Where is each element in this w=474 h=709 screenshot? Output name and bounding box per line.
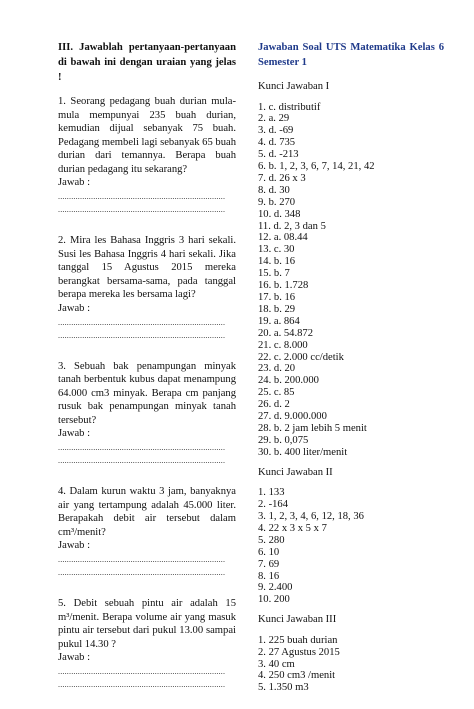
answer-item: 6. b. 1, 2, 3, 6, 7, 14, 21, 42 bbox=[258, 161, 375, 173]
question-text: 5. Debit sebuah pintu air adalah 15 m³/menit. Berapa volume air yang masuk pintu air tersebut dari pukul 13.00 sampai pukul 14.30 ? bbox=[58, 598, 236, 650]
question-text: 2. Mira les Bahasa Inggris 3 hari sekali. Susi les Bahasa Inggris 4 hari sekali. Jika tanggal 15 Agustus 2015 mereka berangkat bersama-sama, pada tanggal berapa mereka les bersama lagi? bbox=[58, 235, 236, 300]
question-3 bbox=[58, 360, 236, 468]
answer-item: 22. c. 2.000 cc/detik bbox=[258, 351, 344, 363]
answer-item: 17. b. 16 bbox=[258, 292, 296, 303]
answer-item: 5. d. -213 bbox=[258, 149, 299, 161]
answer-item: 26. d. 2 bbox=[258, 399, 290, 411]
answer-item: 27. d. 9.000.000 bbox=[258, 411, 327, 423]
answer-item: 7. d. 26 x 3 bbox=[258, 172, 306, 184]
answer-line: ............................................................................ bbox=[58, 205, 226, 214]
question-2 bbox=[58, 234, 236, 342]
question-4 bbox=[58, 485, 236, 579]
answer-key-2 bbox=[258, 466, 444, 607]
answer-key-3 bbox=[258, 613, 444, 694]
answer-label: Jawab : bbox=[58, 302, 91, 314]
answer-line: ............................................................................ bbox=[58, 555, 226, 564]
question-text: 3. Sebuah bak penampungan minyak tanah berbentuk kubus dapat menampung 64.000 cm3 minyak. Berapa cm panjang rusuk bak penampungan minyak tanah tersebut? bbox=[58, 360, 236, 426]
answer-line: ............................................................................ bbox=[58, 443, 226, 452]
question-5 bbox=[58, 597, 236, 691]
answer-item: 15. b. 7 bbox=[258, 268, 290, 280]
answer-key-column bbox=[258, 40, 444, 701]
answer-item: 19. a. 864 bbox=[258, 315, 300, 327]
answer-item: 9. 2.400 bbox=[258, 582, 293, 594]
answer-label: Jawab : bbox=[58, 652, 91, 663]
answer-key-label: Kunci Jawaban III bbox=[258, 614, 337, 626]
answer-item: 10. d. 348 bbox=[258, 208, 301, 220]
answer-item: 5. 280 bbox=[258, 534, 285, 546]
answer-item: 20. a. 54.872 bbox=[258, 327, 314, 339]
answer-item: 3. 1, 2, 3, 4, 6, 12, 18, 36 bbox=[258, 511, 364, 522]
answer-label: Jawab : bbox=[58, 428, 91, 439]
answer-item: 4. 22 x 3 x 5 x 7 bbox=[258, 522, 327, 534]
answer-item: 6. 10 bbox=[258, 546, 280, 558]
answer-key-1 bbox=[258, 80, 444, 459]
answer-item: 1. 225 buah durian bbox=[258, 634, 338, 646]
answer-line: ............................................................................ bbox=[58, 680, 226, 689]
section-heading: III. Jawablah pertanyaan-pertanyaan di bawah ini dengan uraian yang jelas ! bbox=[58, 42, 236, 83]
answer-item: 30. b. 400 liter/menit bbox=[258, 446, 348, 458]
questions-column bbox=[58, 40, 236, 709]
answer-item: 11. d. 2, 3 dan 5 bbox=[258, 220, 326, 232]
answer-item: 16. b. 1.728 bbox=[258, 280, 309, 292]
answer-item: 12. a. 08.44 bbox=[258, 232, 308, 244]
answer-list bbox=[258, 635, 444, 695]
answer-item: 25. c. 85 bbox=[258, 387, 295, 399]
answer-label: Jawab : bbox=[58, 177, 91, 188]
answer-list bbox=[258, 487, 444, 606]
answer-item: 8. d. 30 bbox=[258, 184, 290, 196]
answer-item: 23. d. 20 bbox=[258, 363, 296, 375]
answer-item: 3. 40 cm bbox=[258, 658, 295, 670]
answer-item: 2. -164 bbox=[258, 499, 289, 511]
answer-label: Jawab : bbox=[58, 540, 91, 551]
answer-item: 29. b. 0,075 bbox=[258, 434, 309, 446]
answer-item: 2. a. 29 bbox=[258, 113, 290, 125]
answer-line: ............................................................................ bbox=[58, 317, 226, 327]
answer-item: 28. b. 2 jam lebih 5 menit bbox=[258, 422, 367, 434]
answer-item: 8. 16 bbox=[258, 570, 280, 582]
answer-line: ............................................................................ bbox=[58, 568, 226, 577]
answer-key-label: Kunci Jawaban II bbox=[258, 466, 333, 478]
answer-item: 13. c. 30 bbox=[258, 244, 295, 256]
answer-item: 4. 250 cm3 /menit bbox=[258, 670, 336, 682]
answer-item: 3. d. -69 bbox=[258, 125, 294, 137]
answer-item: 5. 1.350 m3 bbox=[258, 682, 309, 694]
answer-line: ............................................................................ bbox=[58, 667, 226, 676]
question-text: 4. Dalam kurun waktu 3 jam, banyaknya air yang tertampung adalah 45.000 liter. Berapakah debit air tersebut dalam cm³/menit? bbox=[58, 486, 236, 538]
answer-key-label: Kunci Jawaban I bbox=[258, 81, 330, 92]
question-text: 1. Seorang pedagang buah durian mula-mula mempunyai 235 buah durian, kemudian dijual sebanyak 75 buah. Pedagang membeli lagi sebanyak 65 buah durian dari temannya. Berapa buah durian pedagang itu sekarang? bbox=[58, 96, 236, 175]
answer-item: 18. b. 29 bbox=[258, 303, 296, 315]
answer-line: ............................................................................ bbox=[58, 192, 226, 201]
answer-item: 14. b. 16 bbox=[258, 256, 296, 268]
answer-key-title: Jawaban Soal UTS Matematika Kelas 6 Semester 1 bbox=[258, 42, 444, 68]
answer-line: ............................................................................ bbox=[58, 456, 226, 465]
answer-list bbox=[258, 102, 444, 459]
answer-item: 2. 27 Agustus 2015 bbox=[258, 646, 340, 658]
question-1 bbox=[58, 95, 236, 216]
answer-item: 4. d. 735 bbox=[258, 137, 296, 149]
answer-item: 7. 69 bbox=[258, 558, 280, 570]
answer-line: ............................................................................ bbox=[58, 330, 226, 340]
answer-item: 9. b. 270 bbox=[258, 196, 296, 208]
answer-item: 1. 133 bbox=[258, 487, 285, 499]
answer-item: 10. 200 bbox=[258, 594, 290, 606]
answer-item: 1. c. distributif bbox=[258, 101, 321, 113]
answer-item: 21. c. 8.000 bbox=[258, 339, 308, 351]
answer-item: 24. b. 200.000 bbox=[258, 375, 319, 387]
